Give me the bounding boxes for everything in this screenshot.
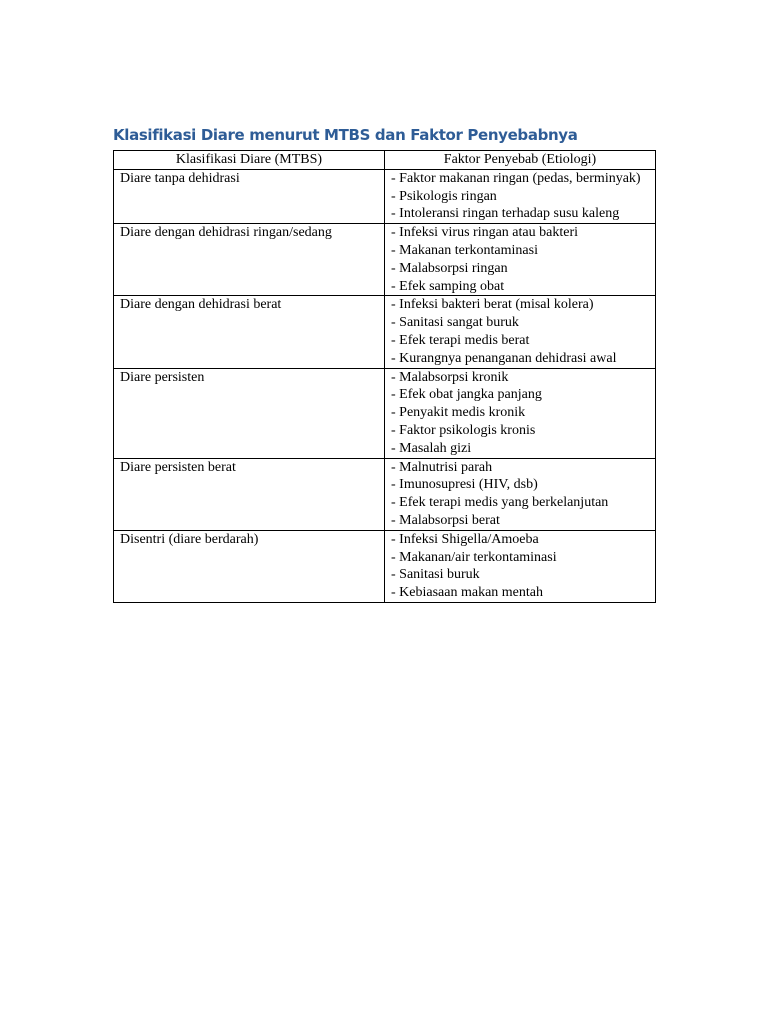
- factors-cell: - Faktor makanan ringan (pedas, berminyak) - Psikologis ringan - Intoleransi ringan terhadap susu kaleng: [385, 169, 656, 223]
- header-classification: Klasifikasi Diare (MTBS): [114, 151, 385, 170]
- classification-cell: Diare dengan dehidrasi ringan/sedang: [114, 224, 385, 296]
- factors-cell: - Malabsorpsi kronik - Efek obat jangka panjang - Penyakit medis kronik - Faktor psikologis kronis - Masalah gizi: [385, 368, 656, 458]
- table-row: [114, 530, 656, 602]
- table-row: [114, 169, 656, 223]
- classification-cell: Disentri (diare berdarah): [114, 530, 385, 602]
- header-factors: Faktor Penyebab (Etiologi): [385, 151, 656, 170]
- table-row: [114, 224, 656, 296]
- factors-cell: - Infeksi virus ringan atau bakteri - Makanan terkontaminasi - Malabsorpsi ringan - Efek samping obat: [385, 224, 656, 296]
- table-row: [114, 458, 656, 530]
- factors-cell: - Infeksi bakteri berat (misal kolera) - Sanitasi sangat buruk - Efek terapi medis berat - Kurangnya penanganan dehidrasi awal: [385, 296, 656, 368]
- classification-cell: Diare dengan dehidrasi berat: [114, 296, 385, 368]
- classification-cell: Diare persisten: [114, 368, 385, 458]
- table-row: [114, 296, 656, 368]
- classification-cell: Diare persisten berat: [114, 458, 385, 530]
- factors-cell: - Malnutrisi parah - Imunosupresi (HIV, dsb) - Efek terapi medis yang berkelanjutan - Malabsorpsi berat: [385, 458, 656, 530]
- table-row: [114, 368, 656, 458]
- classification-cell: Diare tanpa dehidrasi: [114, 169, 385, 223]
- classification-table: [113, 150, 656, 603]
- table-header-row: [114, 151, 656, 170]
- factors-cell: - Infeksi Shigella/Amoeba - Makanan/air terkontaminasi - Sanitasi buruk - Kebiasaan makan mentah: [385, 530, 656, 602]
- document-title: Klasifikasi Diare menurut MTBS dan Faktor Penyebabnya: [113, 126, 578, 144]
